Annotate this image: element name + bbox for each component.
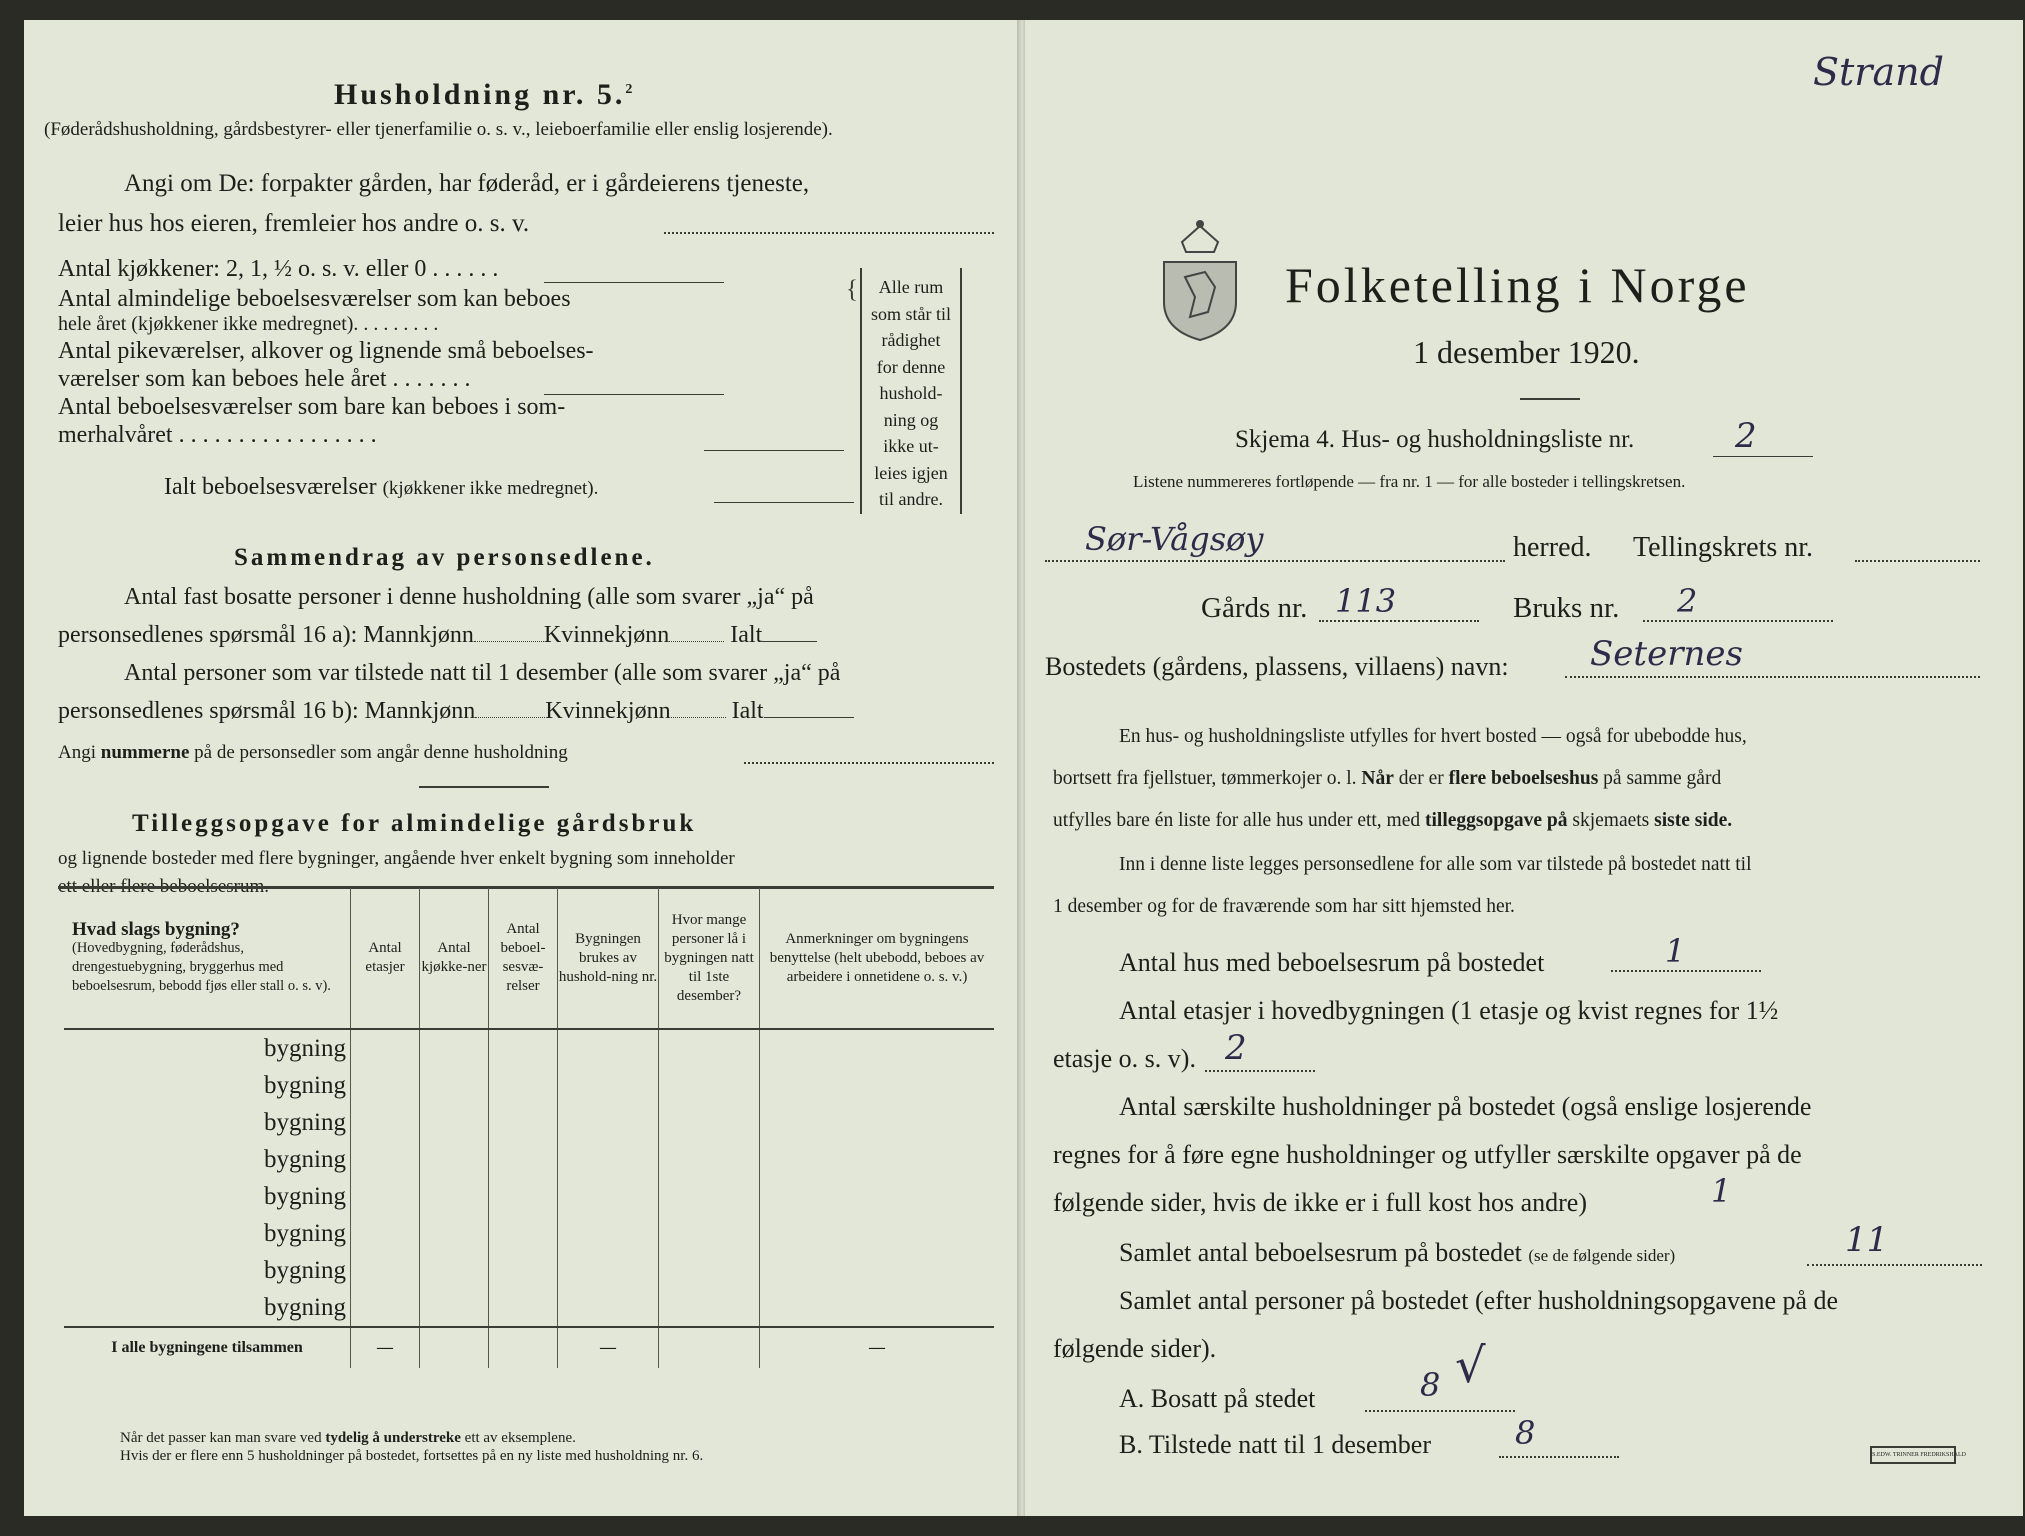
- form-title: Folketelling i Norge: [1285, 257, 1750, 313]
- instr-4: Inn i denne liste legges personsedlene for alle som var tilstede på bostedet natt til: [1119, 854, 1752, 875]
- q-etasjer-1: Antal etasjer i hovedbygningen (1 etasje og kvist regnes for 1½: [1119, 996, 1779, 1025]
- bosted-label: Bostedets (gårdens, plassens, villaens) navn:: [1045, 652, 1509, 681]
- col-remarks: Anmerkninger om bygningens benyttelse (helt ubebodd, beboes av arbeidere i onnetidene o. s. v.): [760, 888, 995, 1029]
- rooms-ordinary-2: hele året (kjøkkener ikke medregnet). . . . . . . . .: [58, 313, 439, 335]
- table-header: Hvad slags bygning? (Hovedbygning, føderådshus, drengestuebygning, bryggerhus med beboelsesrum, bebodd fjøs eller stall o. s. v). Antal etasjer Antal kjøkke-ner Antal beboel-sesvæ-relser Bygningen brukes av hushold-ning nr. Hvor mange personer lå i bygningen natt til 1ste desember? Anmerkninger om bygningens benyttelse (helt ubebodd, beboes av arbeidere i onnetidene o. s. v.): [64, 888, 994, 1029]
- footnote-2: Hvis der er flere enn 5 husholdninger på bostedet, fortsettes på en ny liste med husholdning nr. 6.: [120, 1448, 704, 1464]
- col-floors: Antal etasjer: [351, 888, 420, 1029]
- numbering-note: Listene nummereres fortløpende — fra nr. 1 — for alle bosteder i tellingskretsen.: [1133, 472, 1686, 491]
- rooms-summer-2: merhalvåret . . . . . . . . . . . . . . . . .: [58, 422, 377, 448]
- summer-answer-line[interactable]: [704, 450, 844, 451]
- q-hus-value[interactable]: 1: [1665, 932, 1686, 970]
- schema-line-rule: [1713, 456, 1813, 457]
- table-total-row: I alle bygningene tilsammen — — —: [64, 1327, 994, 1368]
- summary-angi: Angi nummerne på de personsedler som angår denne husholdning: [58, 742, 568, 763]
- form-date: 1 desember 1920.: [1413, 334, 1640, 370]
- left-page: [24, 20, 1019, 1516]
- instr-1: En hus- og husholdningsliste utfylles for hvert bosted — også for ubebodde hus,: [1119, 726, 1747, 747]
- household-note: (Føderådshusholdning, gårdsbestyrer- eller tjenerfamilie o. s. v., leieboerfamilie eller enslig losjerende).: [44, 119, 833, 140]
- bracket-icon: {: [846, 276, 858, 303]
- angi-line2: leier hus hos eieren, fremleier hos andre o. s. v.: [58, 210, 530, 237]
- angi-answer-line[interactable]: [664, 232, 994, 234]
- footnote-1: Når det passer kan man svare ved tydelig å understreke ett av eksemplene.: [120, 1430, 576, 1446]
- q-pers-1: Samlet antal personer på bostedet (efter husholdningsopgavene på de: [1119, 1286, 1839, 1315]
- rooms-total: Ialt beboelsesværelser (kjøkkener ikke medregnet).: [164, 474, 599, 500]
- kitchens-answer-line[interactable]: [544, 282, 724, 283]
- rooms-ordinary-1: Antal almindelige beboelsesværelser som kan beboes: [58, 286, 571, 312]
- table-row: bygning: [64, 1252, 994, 1289]
- table-row: bygning: [64, 1067, 994, 1104]
- gards-label: Gårds nr.: [1201, 592, 1308, 624]
- summary-p1-line2: personsedlenes spørsmål 16 a): Mannkjønn Kvinnekjønn Ialt: [58, 622, 817, 649]
- a-check: √: [1455, 1338, 1486, 1394]
- bosted-rule: [1565, 676, 1980, 678]
- coat-of-arms-icon: [1160, 212, 1240, 347]
- household-title: Husholdning nr. 5.$^2$: [334, 78, 636, 111]
- b-rule: [1499, 1456, 1619, 1458]
- bruks-rule: [1643, 620, 1833, 622]
- q-hus: Antal hus med beboelsesrum på bostedet: [1119, 948, 1545, 977]
- table-row: bygning: [64, 1029, 994, 1067]
- title-rule: [1520, 398, 1580, 400]
- q-rum-rule: [1807, 1264, 1982, 1266]
- rooms-maid-1: Antal pikeværelser, alkover og lignende små beboelses-: [58, 338, 594, 364]
- herred-label: herred.: [1513, 532, 1592, 563]
- q-etasjer-rule: [1205, 1070, 1315, 1072]
- bruks-label: Bruks nr.: [1513, 592, 1620, 624]
- q-rum-value[interactable]: 11: [1845, 1220, 1889, 1260]
- col-building-type: Hvad slags bygning?: [72, 919, 240, 940]
- total-label: I alle bygningene tilsammen: [64, 1327, 351, 1368]
- rooms-maid-2: værelser som kan beboes hele året . . . . . . .: [58, 366, 471, 392]
- summary-title: Sammendrag av personsedlene.: [234, 544, 655, 571]
- q-hush-value[interactable]: 1: [1711, 1172, 1732, 1210]
- right-page: [1025, 20, 2023, 1516]
- supplement-line1: og lignende bosteder med flere bygninger, angående hver enkelt bygning som inneholder: [58, 848, 735, 869]
- col-kitchens: Antal kjøkke-ner: [420, 888, 489, 1029]
- table-row: bygning: [64, 1141, 994, 1178]
- instr-5: 1 desember og for de fraværende som har sitt hjemsted her.: [1053, 896, 1515, 917]
- printer-mark: S.EDW. TRINNER FREDRIKSHALD: [1870, 1446, 1956, 1464]
- schema-line: Skjema 4. Hus- og husholdningsliste nr.: [1235, 426, 1635, 453]
- rooms-kitchens: Antal kjøkkener: 2, 1, ½ o. s. v. eller 0 . . . . . .: [58, 256, 499, 282]
- angi-line1: Angi om De: forpakter gården, har føderåd, er i gårdeierens tjeneste,: [124, 170, 810, 197]
- corner-handwriting: Strand: [1813, 50, 1944, 94]
- instr-3: utfylles bare én liste for alle hus under ett, med tilleggsopgave på skjemaets siste side.: [1053, 810, 1733, 831]
- herred-rule: [1045, 560, 1505, 562]
- summary-p1-line1: Antal fast bosatte personer i denne husholdning (alle som svarer „ja“ på: [124, 584, 814, 610]
- schema-value[interactable]: 2: [1735, 416, 1757, 456]
- col-household-no: Bygningen brukes av hushold-ning nr.: [558, 888, 659, 1029]
- table-row: bygning: [64, 1289, 994, 1327]
- tellingskrets-label: Tellingskrets nr.: [1633, 532, 1814, 563]
- q-hush-3: følgende sider, hvis de ikke er i full kost hos andre): [1053, 1188, 1587, 1217]
- a-value[interactable]: 8: [1420, 1366, 1441, 1404]
- total-rooms-answer-line[interactable]: [714, 502, 854, 503]
- bruks-value[interactable]: 2: [1677, 582, 1698, 620]
- summary-p2-line2: personsedlenes spørsmål 16 b): Mannkjønn Kvinnekjønn Ialt: [58, 698, 854, 725]
- instr-2: bortsett fra fjellstuer, tømmerkojer o. l. Når der er flere beboelseshus på samme gård: [1053, 768, 1722, 789]
- table-row: bygning: [64, 1215, 994, 1252]
- table-row: bygning: [64, 1178, 994, 1215]
- gards-rule: [1319, 620, 1479, 622]
- q-hush-2: regnes for å føre egne husholdninger og utfyller særskilte opgaver på de: [1053, 1140, 1802, 1169]
- building-table: [64, 888, 994, 1368]
- supplement-title: Tilleggsopgave for almindelige gårdsbruk: [132, 810, 697, 837]
- gards-value[interactable]: 113: [1335, 582, 1397, 620]
- tellingskrets-value-line[interactable]: [1855, 560, 1980, 562]
- herred-value[interactable]: Sør-Vågsøy: [1085, 520, 1264, 558]
- bosted-value[interactable]: Seternes: [1590, 634, 1743, 674]
- table-row: bygning: [64, 1104, 994, 1141]
- q-etasjer-value[interactable]: 2: [1225, 1028, 1247, 1068]
- b-label: B. Tilstede natt til 1 desember: [1119, 1430, 1431, 1459]
- a-label: A. Bosatt på stedet: [1119, 1384, 1316, 1413]
- maid-answer-line[interactable]: [544, 394, 724, 395]
- q-pers-2: følgende sider).: [1053, 1334, 1217, 1363]
- q-hush-1: Antal særskilte husholdninger på bostedet (også enslige losjerende: [1119, 1092, 1812, 1121]
- numbers-answer-line[interactable]: [744, 762, 994, 764]
- a-rule: [1365, 1410, 1515, 1412]
- col-rooms: Antal beboel-sesvæ-relser: [489, 888, 558, 1029]
- col-persons: Hvor mange personer lå i bygningen natt til 1ste desember?: [659, 888, 760, 1029]
- rooms-summer-1: Antal beboelsesværelser som bare kan beboes i som-: [58, 394, 566, 420]
- b-value[interactable]: 8: [1515, 1414, 1536, 1452]
- q-etasjer-2: etasje o. s. v).: [1053, 1044, 1196, 1073]
- q-hus-rule: [1611, 970, 1761, 972]
- supplement-line2: ett eller flere beboelsesrum.: [58, 876, 270, 897]
- q-rum: Samlet antal beboelsesrum på bostedet (se de følgende sider): [1119, 1238, 1676, 1267]
- bracket-note: Alle rum som står til rådighet for denne hushold- ning og ikke ut- leies igjen til andre.: [871, 277, 951, 509]
- divider: [419, 786, 549, 788]
- summary-p2-line1: Antal personer som var tilstede natt til 1 desember (alle som svarer „ja“ på: [124, 660, 841, 686]
